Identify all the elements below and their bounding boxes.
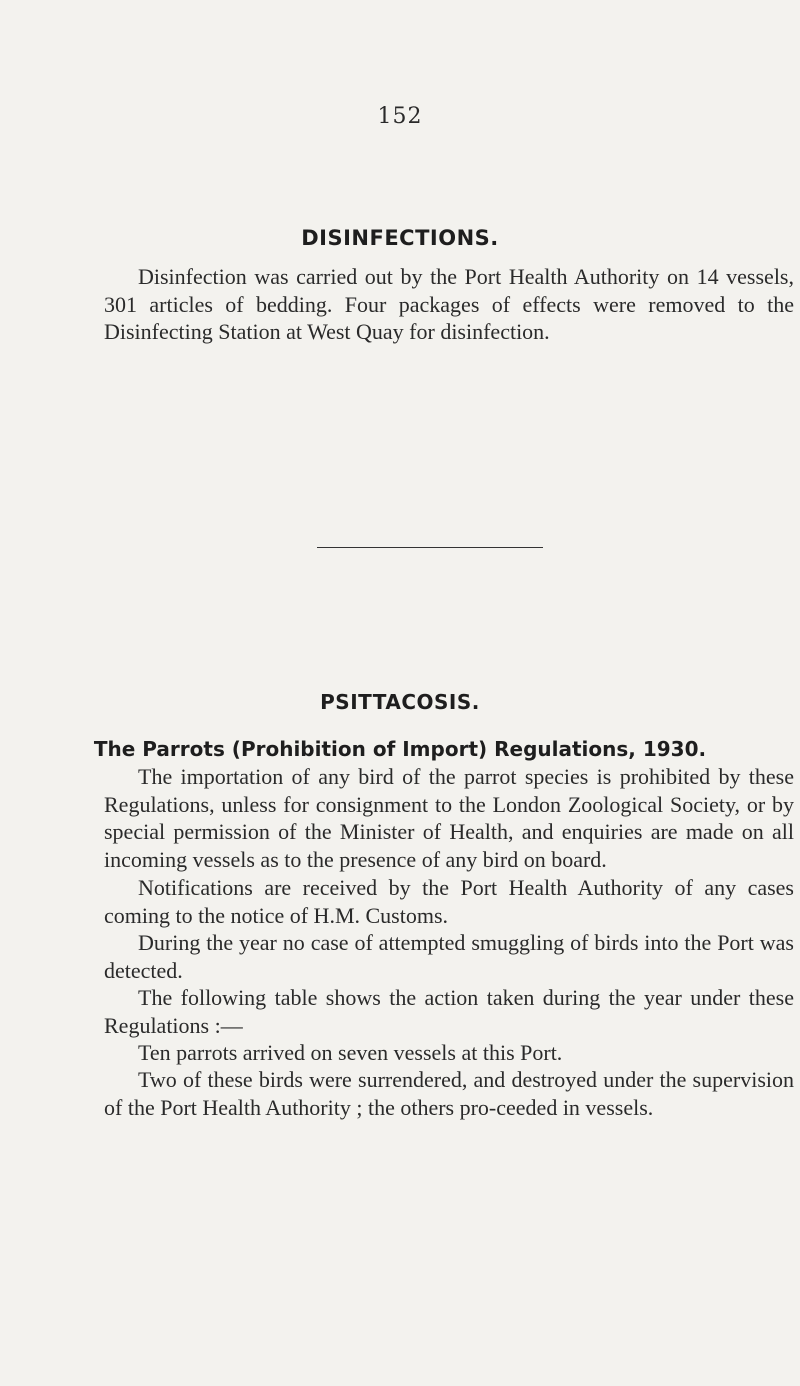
paragraph-notifications: Notifications are received by the Port Health Authority of any cases coming to the notice of H.M. Customs. [104, 875, 794, 928]
page-number: 152 [377, 104, 423, 129]
section-heading-psittacosis: PSITTACOSIS. [320, 690, 480, 714]
subheading-parrots-regulations: The Parrots (Prohibition of Import) Regulations, 1930. [93, 737, 707, 761]
paragraph-disinfections: Disinfection was carried out by the Port Health Authority on 14 vessels, 301 articles of bedding. Four packages of effects were removed to the Disinfecting Station at West Quay for disinfection. [104, 264, 794, 344]
paragraph-parrots-arrived: Ten parrots arrived on seven vessels at this Port. [138, 1040, 563, 1065]
paragraph-birds-surrendered: Two of these birds were surrendered, and destroyed under the supervision of the Port Health Authority ; the others pro-ceeded in vessels. [104, 1067, 794, 1120]
section-heading-disinfections: DISINFECTIONS. [301, 226, 499, 250]
paragraph-smuggling: During the year no case of attempted smuggling of birds into the Port was detected. [104, 930, 794, 983]
paragraph-importation: The importation of any bird of the parrot species is prohibited by these Regulations, unless for consignment to the London Zoological Society, or by special permission of the Minister of Health, and enquiries are made on all incoming vessels as to the presence of any bird on board. [104, 764, 794, 872]
paragraph-table-intro: The following table shows the action taken during the year under these Regulations :— [104, 985, 794, 1038]
section-divider [317, 547, 543, 548]
